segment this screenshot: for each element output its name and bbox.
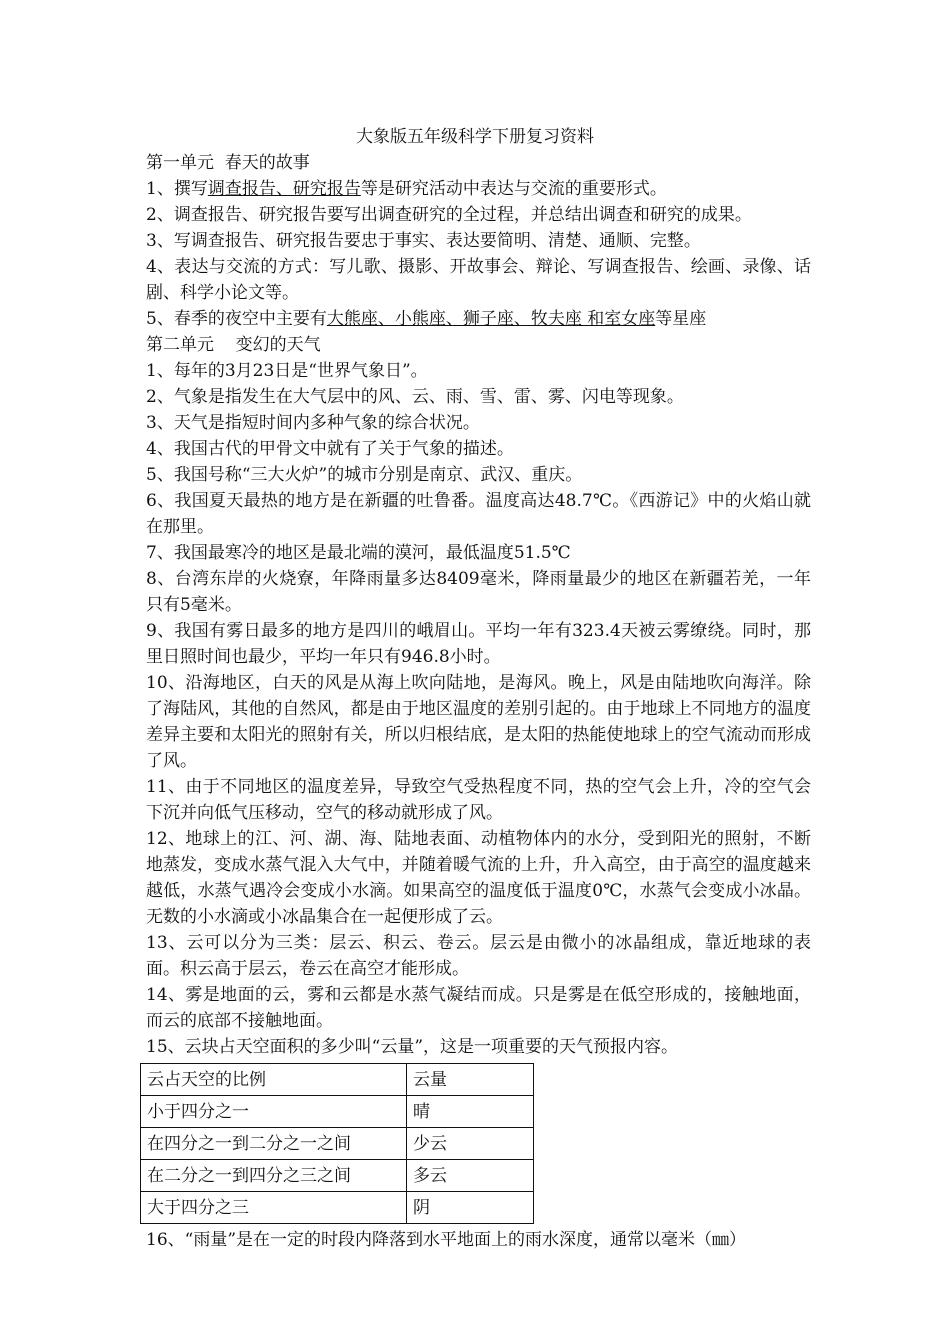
unit2-item: 7、我国最寒冷的地区是最北端的漠河，最低温度51.5℃ — [146, 543, 571, 563]
unit2-item: 8、台湾东岸的火烧寮，年降雨量多达8409毫米，降雨量最少的地区在新疆若羌，一年只有5毫米。 — [146, 569, 811, 615]
unit2-item: 1、每年的3月23日是“世界气象日”。 — [146, 361, 428, 381]
unit2-item: 6、我国夏天最热的地方是在新疆的吐鲁番。温度高达48.7℃。《西游记》中的火焰山就在那里。 — [146, 491, 811, 537]
unit2-heading: 第二单元 变幻的天气 — [146, 335, 321, 355]
table-row — [141, 1096, 534, 1128]
table-cell: 在四分之一到二分之一之间 — [141, 1128, 407, 1160]
unit2-item: 11、由于不同地区的温度差异，导致空气受热程度不同，热的空气会上升，冷的空气会下沉并向低气压移动，空气的移动就形成了风。 — [146, 777, 811, 823]
underlined-term: 调查报告、研究报告 — [207, 179, 361, 199]
table-cell: 晴 — [407, 1096, 534, 1128]
table-cell: 少云 — [407, 1128, 534, 1160]
unit1-heading: 第一单元 春天的故事 — [146, 153, 310, 173]
table-cell: 多云 — [407, 1160, 534, 1192]
unit2-item: 10、沿海地区，白天的风是从海上吹向陆地，是海风。晚上，风是由陆地吹向海洋。除了海陆风，其他的自然风，都是由于地区温度的差别引起的。由于地球上不同地方的温度差异主要和太阳光的照射有关，所以归根结底，是太阳的热能使地球上的空气流动而形成了风。 — [146, 673, 811, 771]
table-cell: 大于四分之三 — [141, 1192, 407, 1224]
unit2-item: 2、气象是指发生在大气层中的风、云、雨、雪、雷、雾、闪电等现象。 — [146, 387, 684, 407]
unit1-item-1: 1、撰写调查报告、研究报告等是研究活动中表达与交流的重要形式。 — [146, 179, 667, 199]
document-title: 大象版五年级科学下册复习资料 — [356, 127, 594, 147]
document-body — [146, 150, 811, 1253]
unit2-item: 15、云块占天空面积的多少叫“云量”，这是一项重要的天气预报内容。 — [146, 1037, 679, 1057]
table-cell: 小于四分之一 — [141, 1096, 407, 1128]
unit2-item-16: 16、“雨量”是在一定的时段内降落到水平地面上的雨水深度，通常以毫米（㎜） — [146, 1230, 747, 1250]
unit1-item-2: 2、调查报告、研究报告要写出调查研究的全过程，并总结出调查和研究的成果。 — [146, 205, 752, 225]
table-row — [141, 1192, 534, 1224]
table-row — [141, 1160, 534, 1192]
unit1-item-3: 3、写调查报告、研究报告要忠于事实、表达要简明、清楚、通顺、完整。 — [146, 231, 701, 251]
unit2-item: 5、我国号称“三大火炉”的城市分别是南京、武汉、重庆。 — [146, 465, 583, 485]
unit1-item-4: 4、表达与交流的方式：写儿歌、摄影、开故事会、辩论、写调查报告、绘画、录像、话剧、科学小论文等。 — [146, 257, 811, 303]
unit1-item-5: 5、春季的夜空中主要有大熊座、小熊座、狮子座、牧夫座 和室女座等星座 — [146, 309, 707, 329]
unit2-item: 14、雾是地面的云，雾和云都是水蒸气凝结而成。只是雾是在低空形成的，接触地面，而云的底部不接触地面。 — [146, 985, 811, 1031]
table-cell: 在二分之一到四分之三之间 — [141, 1160, 407, 1192]
unit2-item: 4、我国古代的甲骨文中就有了关于气象的描述。 — [146, 439, 514, 459]
unit2-item: 3、天气是指短时间内多种气象的综合状况。 — [146, 413, 480, 433]
cloud-cover-table — [140, 1063, 534, 1224]
unit2-item: 12、地球上的江、河、湖、海、陆地表面、动植物体内的水分，受到阳光的照射，不断地蒸发，变成水蒸气混入大气中，并随着暖气流的上升，升入高空，由于高空的温度越来越低，水蒸气遇冷会变成小水滴。如果高空的温度低于温度0℃，水蒸气会变成小冰晶。无数的小水滴或小冰晶集合在一起便形成了云。 — [146, 829, 811, 927]
table-header-row — [141, 1064, 534, 1096]
table-header-cell: 云量 — [407, 1064, 534, 1096]
table-row — [141, 1128, 534, 1160]
unit2-item: 9、我国有雾日最多的地方是四川的峨眉山。平均一年有323.4天被云雾缭绕。同时，那里日照时间也最少，平均一年只有946.8小时。 — [146, 621, 811, 667]
table-header-cell: 云占天空的比例 — [141, 1064, 407, 1096]
unit2-item: 13、云可以分为三类：层云、积云、卷云。层云是由微小的冰晶组成，靠近地球的表面。积云高于层云，卷云在高空才能形成。 — [146, 933, 811, 979]
table-cell: 阴 — [407, 1192, 534, 1224]
underlined-term: 大熊座、小熊座、狮子座、牧夫座 和室女座 — [326, 309, 656, 329]
